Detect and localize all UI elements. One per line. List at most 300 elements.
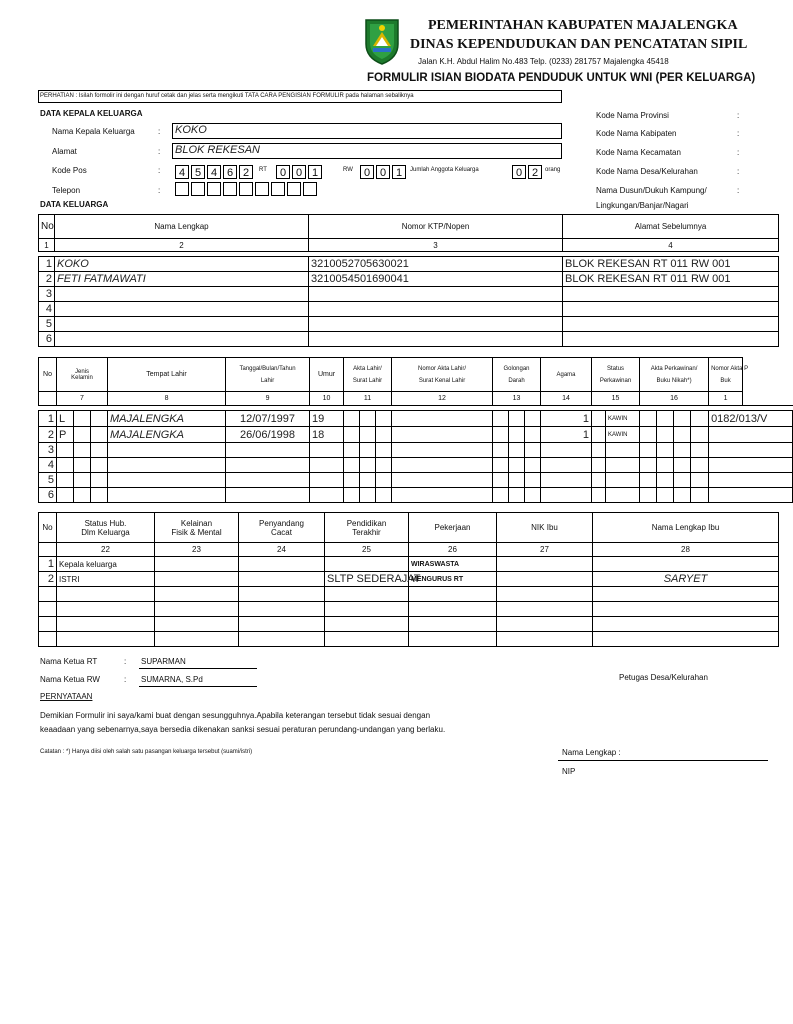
header-tanggal-lahir <box>226 358 310 392</box>
akta-box[interactable] <box>376 411 392 427</box>
status-perkawinan-cell[interactable]: KAWIN <box>606 427 640 443</box>
header-penyandang-cacat <box>239 513 325 543</box>
header-nomor-akta-lahir-2: Surat Kenal Lahir <box>418 377 466 384</box>
kodepos-digit: 2 <box>239 165 253 179</box>
colon: : <box>737 167 740 176</box>
header-tempat-lahir: Tempat Lahir <box>108 358 226 392</box>
akta-perkawinan-box[interactable] <box>674 488 691 503</box>
tanggal-lahir-cell[interactable] <box>226 473 310 488</box>
alamat-cell[interactable] <box>563 287 779 302</box>
telepon-field[interactable] <box>175 182 319 201</box>
status-hub-cell[interactable]: Kepala keluarga <box>57 557 155 572</box>
header-ktp: Nomor KTP/Nopen <box>309 215 563 239</box>
table-row <box>39 287 779 302</box>
akta-perkawinan-box[interactable] <box>657 443 674 458</box>
rt-digit: 0 <box>276 165 290 179</box>
header-nomor-akta-lahir-1: Nomor Akta Lahir/ <box>418 365 467 372</box>
telepon-digit <box>207 182 221 196</box>
tanggal-lahir-cell[interactable] <box>226 458 310 473</box>
jumlah-anggota-field[interactable] <box>512 163 544 181</box>
header-nomor-akta-perkawinan <box>709 358 749 392</box>
tanggal-lahir-cell[interactable] <box>226 443 310 458</box>
jenis-kelamin-box[interactable] <box>74 443 91 458</box>
telepon-digit <box>223 182 237 196</box>
col-number: 16 <box>640 392 709 406</box>
nama-kepala-label: Nama Kepala Keluarga <box>52 127 135 136</box>
header-kelainan-1: Kelainan <box>180 518 213 528</box>
nomor-akta-perkawinan-cell[interactable] <box>709 488 793 503</box>
telepon-label: Telepon <box>52 186 81 195</box>
table-row <box>39 458 793 473</box>
header-address: Jalan K.H. Abdul Halim No.483 Telp. (0233) 281757 Majalengka 45418 <box>418 57 669 66</box>
status-hub-cell[interactable] <box>57 617 155 632</box>
col-number: 24 <box>239 543 325 557</box>
pendidikan-cell[interactable]: SLTP SEDERAJAT <box>325 572 409 587</box>
kodepos-digit: 4 <box>175 165 189 179</box>
orang-label: orang <box>545 167 561 173</box>
jenis-kelamin-box[interactable] <box>74 473 91 488</box>
status-box[interactable] <box>592 443 606 458</box>
golongan-box[interactable] <box>525 458 541 473</box>
nik-ibu-cell[interactable] <box>497 557 593 572</box>
kode-kabupaten-label: Kode Nama Kabipaten <box>596 129 677 138</box>
kelainan-cell[interactable] <box>155 557 239 572</box>
status-perkawinan-cell[interactable] <box>606 443 640 458</box>
golongan-box[interactable] <box>493 411 509 427</box>
jumlah-digit: 0 <box>512 165 526 179</box>
tempat-lahir-cell[interactable] <box>108 443 226 458</box>
header-tanggal-lahir-2: Lahir <box>260 377 275 384</box>
rt-field[interactable] <box>276 163 324 181</box>
kode-provinsi-label: Kode Nama Provinsi <box>596 111 669 120</box>
rw-field[interactable] <box>360 163 408 181</box>
table-row <box>39 332 779 347</box>
tanggal-lahir-cell[interactable]: 12/07/1997 <box>226 411 310 427</box>
nama-ibu-cell[interactable] <box>593 557 779 572</box>
table-row <box>39 443 793 458</box>
akta-box[interactable] <box>376 443 392 458</box>
nama-cell[interactable] <box>55 302 309 317</box>
akta-perkawinan-box[interactable] <box>674 427 691 443</box>
jenis-kelamin-cell[interactable] <box>57 458 74 473</box>
header-umur: Umur <box>310 358 344 392</box>
golongan-box[interactable] <box>525 443 541 458</box>
akta-perkawinan-box[interactable] <box>640 427 657 443</box>
tanggal-lahir-cell[interactable]: 26/06/1998 <box>226 427 310 443</box>
row-no <box>39 617 57 632</box>
agama-cell[interactable] <box>541 473 592 488</box>
status-box[interactable] <box>592 411 606 427</box>
table-row <box>39 632 779 647</box>
penyandang-cacat-cell[interactable] <box>239 602 325 617</box>
penyandang-cacat-cell[interactable] <box>239 572 325 587</box>
akta-perkawinan-box[interactable] <box>691 473 709 488</box>
nik-ibu-cell[interactable] <box>497 587 593 602</box>
jenis-kelamin-box[interactable] <box>91 473 108 488</box>
header-jenis-kelamin-1: Jenis <box>75 368 90 375</box>
nik-ibu-cell[interactable] <box>497 617 593 632</box>
tempat-lahir-cell[interactable]: MAJALENGKA <box>108 411 226 427</box>
akta-perkawinan-box[interactable] <box>691 427 709 443</box>
col-number: 27 <box>497 543 593 557</box>
col-number: 7 <box>57 392 108 406</box>
golongan-box[interactable] <box>509 473 525 488</box>
golongan-box[interactable] <box>509 458 525 473</box>
alamat-value: BLOK REKESAN <box>175 144 260 156</box>
jenis-kelamin-box[interactable] <box>74 488 91 503</box>
rw-digit: 0 <box>376 165 390 179</box>
tempat-lahir-cell[interactable] <box>108 488 226 503</box>
table-row <box>39 302 779 317</box>
akta-perkawinan-box[interactable] <box>691 458 709 473</box>
alamat-cell[interactable] <box>563 317 779 332</box>
akta-perkawinan-box[interactable] <box>657 458 674 473</box>
ktp-cell[interactable]: 3210052705630021 <box>309 257 563 272</box>
pendidikan-cell[interactable] <box>325 557 409 572</box>
telepon-digit <box>191 182 205 196</box>
rw-digit: 1 <box>392 165 406 179</box>
nomor-akta-perkawinan-cell[interactable] <box>709 443 793 458</box>
header-no: No <box>39 215 55 239</box>
akta-box[interactable] <box>344 488 360 503</box>
ketua-rw-value[interactable]: SUMARNA, S.Pd <box>141 675 203 684</box>
colon: : <box>737 186 740 195</box>
agama-cell[interactable]: 1 <box>541 411 592 427</box>
nomor-akta-cell[interactable] <box>392 473 493 488</box>
akta-box[interactable] <box>376 473 392 488</box>
header-nama-ibu: Nama Lengkap Ibu <box>593 513 779 543</box>
jenis-kelamin-box[interactable] <box>74 458 91 473</box>
penyandang-cacat-cell[interactable] <box>239 557 325 572</box>
nomor-akta-perkawinan-cell[interactable] <box>709 473 793 488</box>
nama-ibu-cell[interactable] <box>593 617 779 632</box>
col-number: 1 <box>39 239 55 252</box>
nama-cell[interactable] <box>55 332 309 347</box>
golongan-box[interactable] <box>493 473 509 488</box>
pendidikan-cell[interactable] <box>325 587 409 602</box>
status-hub-cell[interactable] <box>57 587 155 602</box>
status-box[interactable] <box>592 473 606 488</box>
pekerjaan-cell[interactable] <box>409 617 497 632</box>
alamat-cell[interactable]: BLOK REKESAN RT 011 RW 001 <box>563 257 779 272</box>
row-no: 4 <box>39 458 57 473</box>
akta-box[interactable] <box>376 488 392 503</box>
hubungan-table <box>38 512 779 647</box>
header-status-perkawinan-1: Status <box>607 365 625 372</box>
golongan-box[interactable] <box>509 443 525 458</box>
akta-perkawinan-box[interactable] <box>657 427 674 443</box>
header-agama: Agama <box>541 358 592 392</box>
kodepos-digit: 5 <box>191 165 205 179</box>
status-hub-cell[interactable] <box>57 632 155 647</box>
notice-text: PERHATIAN : Isilah formolir ini dengan huruf cetak dan jelas serta mengikuti TATA CARA PENGISIAN FORMULIR pada halaman sebaliknya <box>40 93 414 99</box>
jenis-kelamin-cell[interactable] <box>57 443 74 458</box>
golongan-box[interactable] <box>525 488 541 503</box>
pekerjaan-cell[interactable]: WIRASWASTA <box>409 557 497 572</box>
colon: : <box>737 148 740 157</box>
pekerjaan-cell[interactable] <box>409 602 497 617</box>
akta-box[interactable] <box>360 443 376 458</box>
pekerjaan-cell[interactable] <box>409 587 497 602</box>
akta-perkawinan-box[interactable] <box>640 411 657 427</box>
nama-lengkap-label: Nama Lengkap : <box>562 748 621 757</box>
colon: : <box>158 186 161 195</box>
kodepos-field[interactable] <box>175 163 255 181</box>
akta-box[interactable] <box>344 458 360 473</box>
petugas-label: Petugas Desa/Kelurahan <box>619 673 708 682</box>
row-no: 2 <box>39 427 57 443</box>
header-tanggal-lahir-1: Tanggal/Bulan/Tahun <box>239 365 296 372</box>
akta-box[interactable] <box>360 411 376 427</box>
header-akta-lahir-2: Surat Lahir <box>352 377 383 384</box>
status-box[interactable] <box>592 427 606 443</box>
jumlah-anggota-label: Jumlah Anggota Keluarga <box>410 167 479 173</box>
header-alamat-sebelumnya: Alamat Sebelumnya <box>563 215 779 239</box>
akta-perkawinan-box[interactable] <box>674 458 691 473</box>
pendidikan-cell[interactable] <box>325 602 409 617</box>
col-number: 26 <box>409 543 497 557</box>
golongan-box[interactable] <box>525 427 541 443</box>
akta-perkawinan-box[interactable] <box>640 458 657 473</box>
ktp-cell[interactable] <box>309 317 563 332</box>
nama-cell[interactable]: KOKO <box>55 257 309 272</box>
tanggal-lahir-cell[interactable] <box>226 488 310 503</box>
ktp-cell[interactable] <box>309 332 563 347</box>
status-perkawinan-cell[interactable] <box>606 473 640 488</box>
col-number: 9 <box>226 392 310 406</box>
header-status-perkawinan-2: Perkawinan <box>599 377 632 384</box>
jenis-kelamin-cell[interactable] <box>57 488 74 503</box>
nama-ibu-cell[interactable] <box>593 587 779 602</box>
kelainan-cell[interactable] <box>155 617 239 632</box>
kelainan-cell[interactable] <box>155 602 239 617</box>
tempat-lahir-cell[interactable]: MAJALENGKA <box>108 427 226 443</box>
form-title: FORMULIR ISIAN BIODATA PENDUDUK UNTUK WNI (PER KELUARGA) <box>367 72 756 84</box>
nama-kepala-field[interactable] <box>172 123 562 139</box>
nama-ibu-cell[interactable]: SARYET <box>593 572 779 587</box>
agama-cell[interactable] <box>541 443 592 458</box>
status-hub-cell[interactable]: ISTRI <box>57 572 155 587</box>
kodepos-digit: 4 <box>207 165 221 179</box>
agama-cell[interactable]: 1 <box>541 427 592 443</box>
nomor-akta-perkawinan-cell[interactable] <box>709 427 793 443</box>
row-no: 5 <box>39 473 57 488</box>
umur-cell[interactable] <box>310 473 344 488</box>
header-golongan-darah-1: Golongan <box>503 365 530 372</box>
header-akta-lahir-1: Akta Lahir/ <box>353 365 382 372</box>
jenis-kelamin-cell[interactable]: L <box>57 411 74 427</box>
table-row <box>39 272 779 287</box>
telepon-digit <box>303 182 317 196</box>
header-status-hub-2: Dlm Keluarga <box>81 527 130 537</box>
status-box[interactable] <box>592 458 606 473</box>
pekerjaan-cell[interactable]: MENGURUS RT <box>409 572 497 587</box>
penyandang-cacat-cell[interactable] <box>239 632 325 647</box>
telepon-digit <box>255 182 269 196</box>
jenis-kelamin-box[interactable] <box>74 427 91 443</box>
nama-ibu-cell[interactable] <box>593 632 779 647</box>
col-number: 14 <box>541 392 592 406</box>
nomor-akta-cell[interactable] <box>392 458 493 473</box>
telepon-digit <box>271 182 285 196</box>
umur-cell[interactable] <box>310 458 344 473</box>
umur-cell[interactable] <box>310 488 344 503</box>
penyandang-cacat-cell[interactable] <box>239 587 325 602</box>
golongan-box[interactable] <box>493 443 509 458</box>
akta-perkawinan-box[interactable] <box>691 488 709 503</box>
kelainan-cell[interactable] <box>155 632 239 647</box>
colon: : <box>124 657 127 666</box>
header-akta-lahir <box>344 358 392 392</box>
nama-ibu-cell[interactable] <box>593 602 779 617</box>
akta-box[interactable] <box>360 473 376 488</box>
ketua-rw-label: Nama Ketua RW <box>40 675 100 684</box>
table-row <box>39 602 779 617</box>
akta-perkawinan-box[interactable] <box>657 488 674 503</box>
akta-perkawinan-box[interactable] <box>691 411 709 427</box>
akta-box[interactable] <box>344 473 360 488</box>
akta-box[interactable] <box>360 488 376 503</box>
rw-digit: 0 <box>360 165 374 179</box>
umur-cell[interactable]: 19 <box>310 411 344 427</box>
tempat-lahir-cell[interactable] <box>108 458 226 473</box>
header-nomor-akta-perkawinan-1: Nomor Akta P <box>711 365 749 372</box>
row-no: 1 <box>39 557 57 572</box>
pernyataan-title: PERNYATAAN <box>40 692 93 701</box>
status-hub-cell[interactable] <box>57 602 155 617</box>
nomor-akta-perkawinan-cell[interactable]: 0182/013/V <box>709 411 793 427</box>
ketua-rt-value[interactable]: SUPARMAN <box>141 657 186 666</box>
golongan-box[interactable] <box>493 458 509 473</box>
jenis-kelamin-cell[interactable] <box>57 473 74 488</box>
header-nomor-akta-perkawinan-2: Buk <box>720 377 731 384</box>
nama-cell[interactable] <box>55 287 309 302</box>
golongan-box[interactable] <box>493 427 509 443</box>
header-status-hub <box>57 513 155 543</box>
status-perkawinan-cell[interactable] <box>606 488 640 503</box>
akta-box[interactable] <box>344 427 360 443</box>
akta-box[interactable] <box>360 427 376 443</box>
akta-perkawinan-box[interactable] <box>674 443 691 458</box>
pendidikan-cell[interactable] <box>325 632 409 647</box>
umur-cell[interactable]: 18 <box>310 427 344 443</box>
jenis-kelamin-box[interactable] <box>91 458 108 473</box>
col-number: 10 <box>310 392 344 406</box>
alamat-cell[interactable] <box>563 302 779 317</box>
status-perkawinan-cell[interactable]: KAWIN <box>606 411 640 427</box>
header-no: No <box>39 513 57 543</box>
akta-box[interactable] <box>376 427 392 443</box>
status-perkawinan-cell[interactable] <box>606 458 640 473</box>
colon: : <box>158 166 161 175</box>
telepon-digit <box>239 182 253 196</box>
akta-perkawinan-box[interactable] <box>657 411 674 427</box>
kelainan-cell[interactable] <box>155 587 239 602</box>
akta-perkawinan-box[interactable] <box>657 473 674 488</box>
ktp-cell[interactable]: 3210054501690041 <box>309 272 563 287</box>
row-no: 2 <box>39 572 57 587</box>
nik-ibu-cell[interactable] <box>497 572 593 587</box>
golongan-box[interactable] <box>525 411 541 427</box>
akta-perkawinan-box[interactable] <box>674 411 691 427</box>
col-number: 13 <box>493 392 541 406</box>
akta-perkawinan-box[interactable] <box>640 443 657 458</box>
nomor-akta-cell[interactable] <box>392 488 493 503</box>
telepon-digit <box>287 182 301 196</box>
tempat-lahir-cell[interactable] <box>108 473 226 488</box>
akta-box[interactable] <box>344 411 360 427</box>
agama-cell[interactable] <box>541 488 592 503</box>
pendidikan-cell[interactable] <box>325 617 409 632</box>
header-jenis-kelamin <box>57 358 108 392</box>
pekerjaan-cell[interactable] <box>409 632 497 647</box>
akta-perkawinan-box[interactable] <box>640 473 657 488</box>
nik-ibu-cell[interactable] <box>497 602 593 617</box>
jenis-kelamin-box[interactable] <box>91 411 108 427</box>
akta-perkawinan-box[interactable] <box>691 443 709 458</box>
jenis-kelamin-box[interactable] <box>74 411 91 427</box>
header-pekerjaan: Pekerjaan <box>409 513 497 543</box>
nomor-akta-cell[interactable] <box>392 411 493 427</box>
table-row <box>39 427 793 443</box>
alamat-cell[interactable] <box>563 332 779 347</box>
table-row <box>39 317 779 332</box>
pernyataan-line2: keaadaan yang sebenarnya,saya bersedia dikenakan sanksi sesuai peraturan perundang-undangan yang berlaku. <box>40 725 446 734</box>
jenis-kelamin-cell[interactable]: P <box>57 427 74 443</box>
ktp-cell[interactable] <box>309 302 563 317</box>
alamat-label: Alamat <box>52 147 77 156</box>
golongan-box[interactable] <box>509 411 525 427</box>
golongan-box[interactable] <box>493 488 509 503</box>
jenis-kelamin-box[interactable] <box>91 443 108 458</box>
nomor-akta-perkawinan-cell[interactable] <box>709 458 793 473</box>
akta-box[interactable] <box>376 458 392 473</box>
kelainan-cell[interactable] <box>155 572 239 587</box>
akta-perkawinan-box[interactable] <box>640 488 657 503</box>
nama-dusun-label-2: Lingkungan/Banjar/Nagari <box>596 201 689 210</box>
akta-box[interactable] <box>360 458 376 473</box>
jenis-kelamin-box[interactable] <box>91 488 108 503</box>
nama-lengkap-underline <box>558 760 768 761</box>
telepon-digit <box>175 182 189 196</box>
umur-cell[interactable] <box>310 443 344 458</box>
ktp-cell[interactable] <box>309 287 563 302</box>
nik-ibu-cell[interactable] <box>497 632 593 647</box>
rt-digit: 1 <box>308 165 322 179</box>
akta-box[interactable] <box>344 443 360 458</box>
header-penyandang-cacat-2: Cacat <box>271 527 292 537</box>
row-no: 3 <box>39 287 55 302</box>
golongan-box[interactable] <box>509 488 525 503</box>
status-box[interactable] <box>592 488 606 503</box>
jenis-kelamin-box[interactable] <box>91 427 108 443</box>
nama-cell[interactable]: FETI FATMAWATI <box>55 272 309 287</box>
golongan-box[interactable] <box>525 473 541 488</box>
header-akta-perkawinan-1: Akta Perkawinan/ <box>650 365 698 372</box>
agama-cell[interactable] <box>541 458 592 473</box>
rt-digit: 0 <box>292 165 306 179</box>
nomor-akta-cell[interactable] <box>392 427 493 443</box>
golongan-box[interactable] <box>509 427 525 443</box>
nama-cell[interactable] <box>55 317 309 332</box>
colon: : <box>158 147 161 156</box>
row-no <box>39 602 57 617</box>
row-no <box>39 632 57 647</box>
nomor-akta-cell[interactable] <box>392 443 493 458</box>
penyandang-cacat-cell[interactable] <box>239 617 325 632</box>
alamat-cell[interactable]: BLOK REKESAN RT 011 RW 001 <box>563 272 779 287</box>
akta-perkawinan-box[interactable] <box>674 473 691 488</box>
